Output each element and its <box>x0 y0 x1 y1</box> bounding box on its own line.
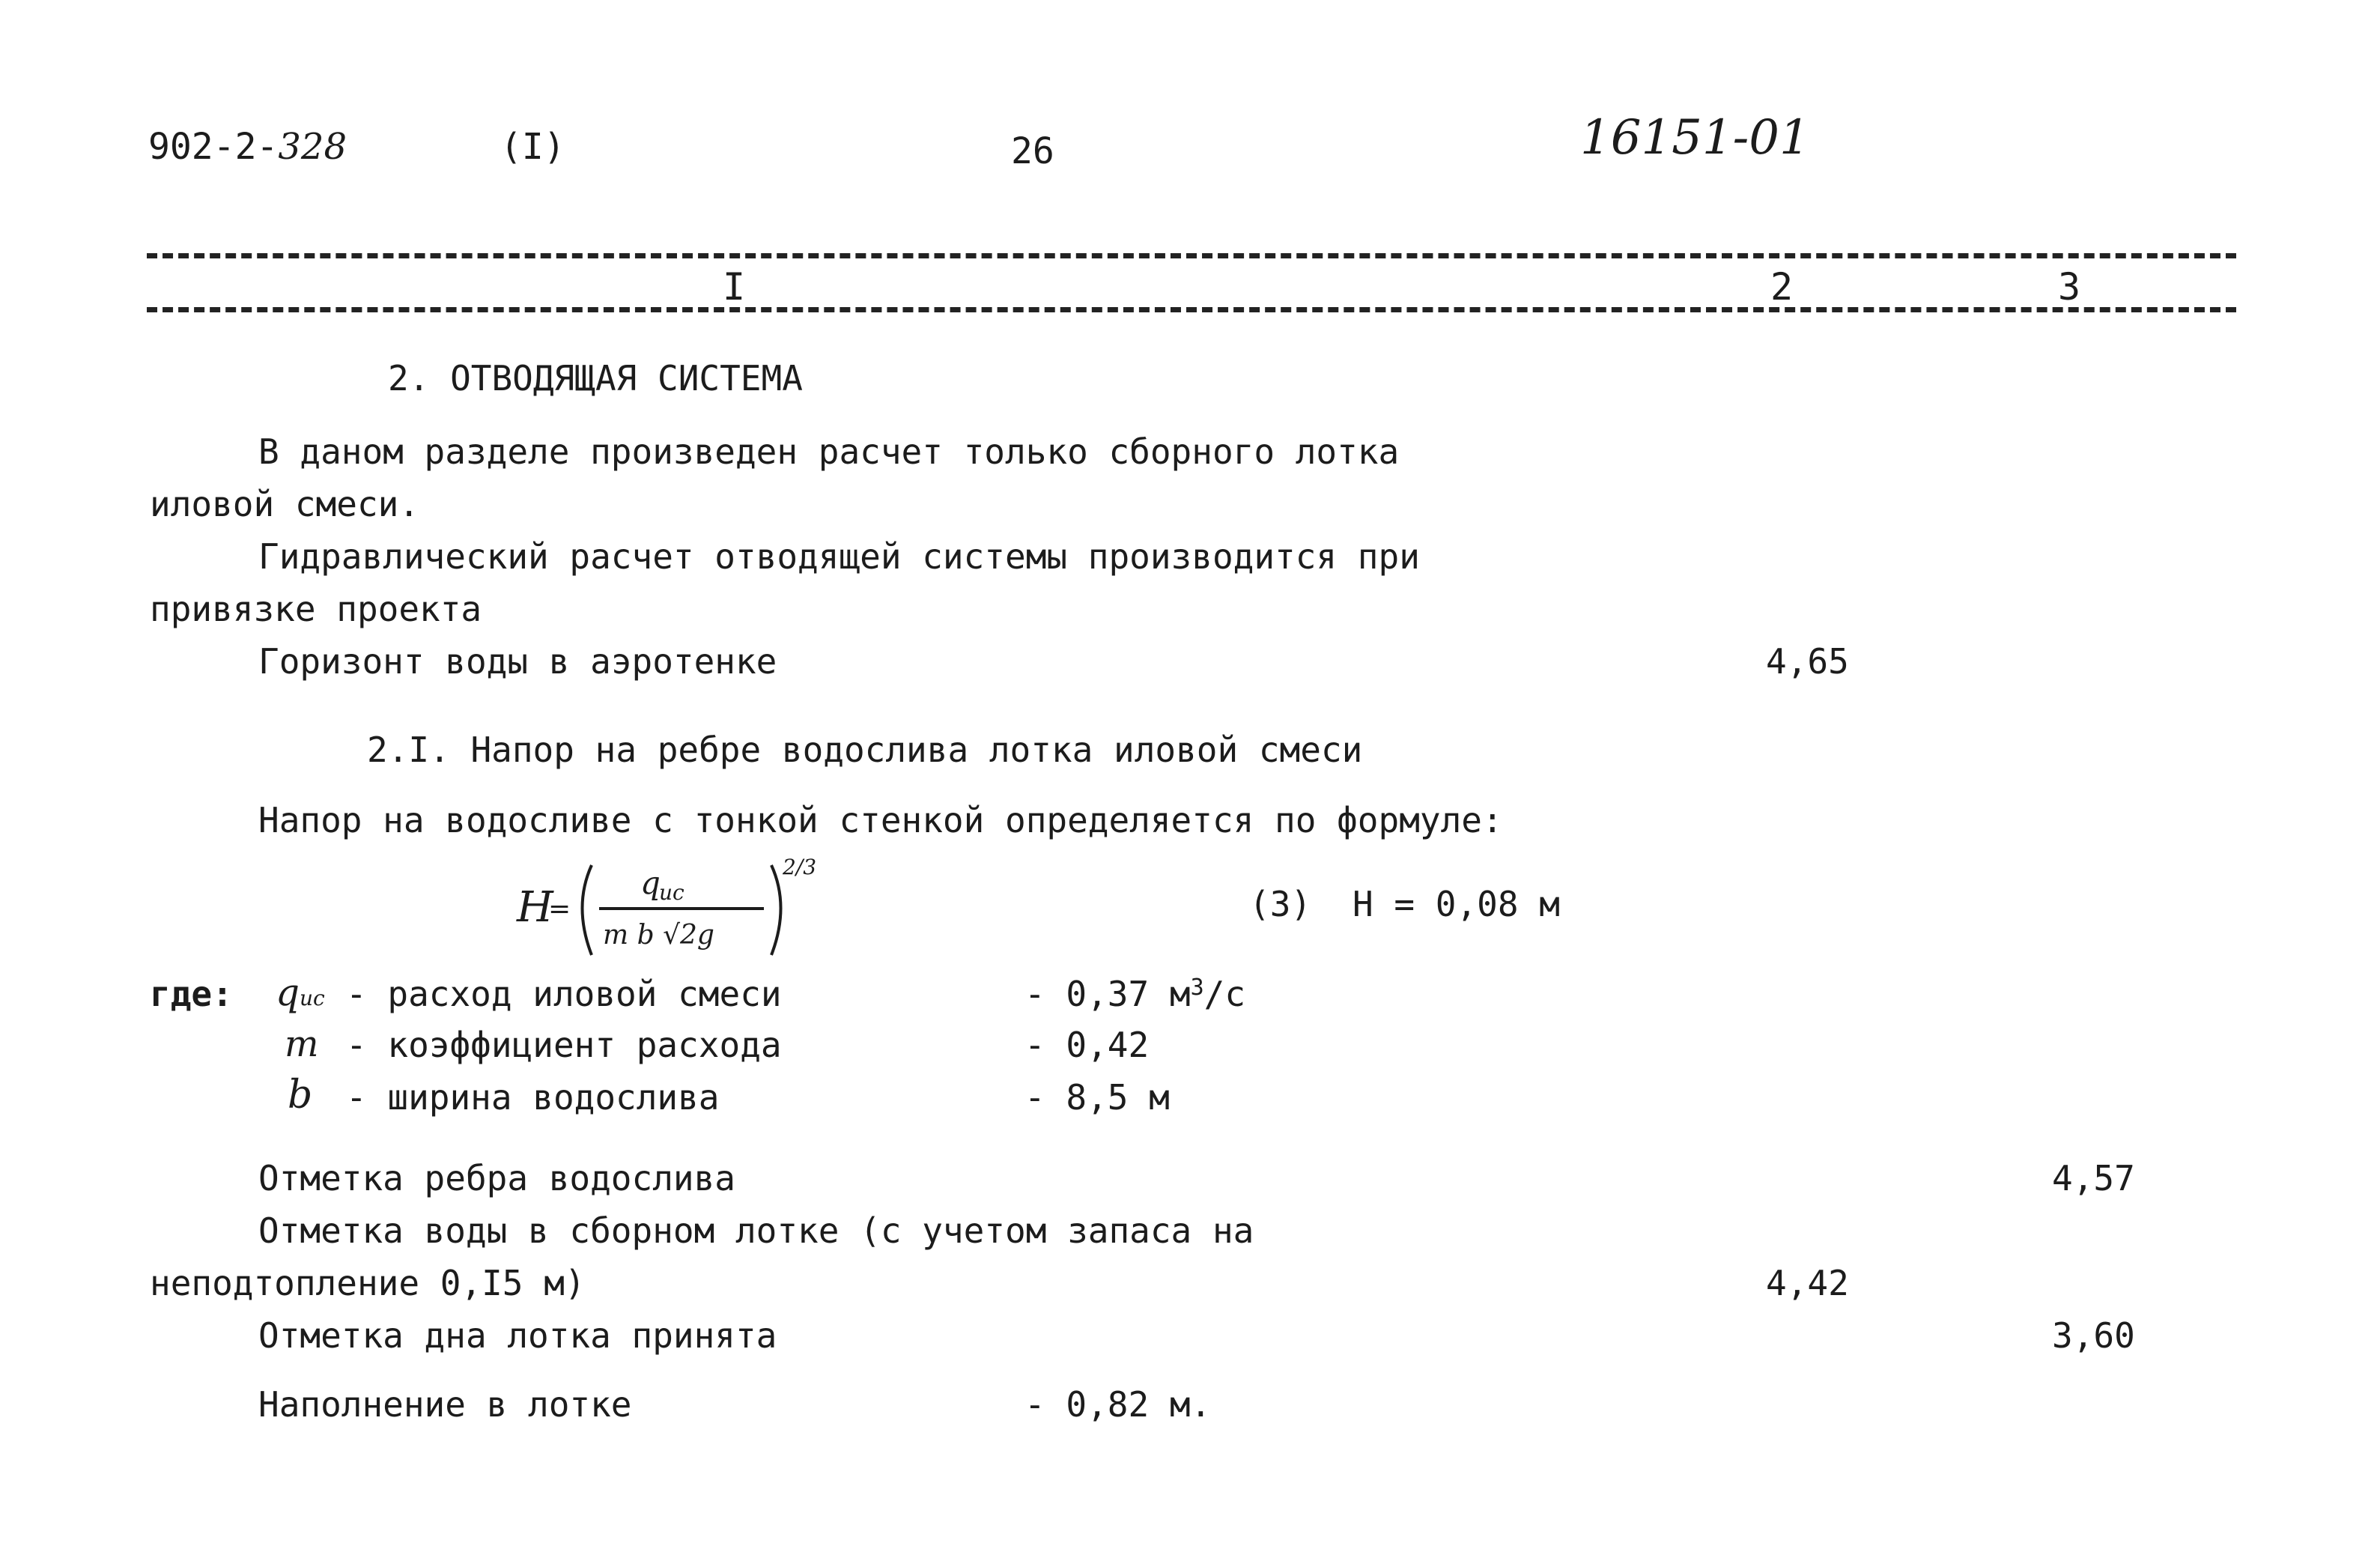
formula-result: H = 0,08 м <box>1353 884 1560 924</box>
variable-value-q: - 0,37 $м^3/с$ <box>1024 974 1246 1014</box>
water-elevation-label-line-1: Отметка воды в сборном лотке (с учетом запаса на <box>258 1210 1254 1251</box>
filling-label: Наполнение в лотке <box>258 1384 632 1425</box>
formula-equals: = <box>548 894 571 924</box>
subsection-title: 2.I. Напор на ребре водослива лотка иловой смеси <box>367 730 1363 770</box>
paragraph-2-line-1: Гидравлический расчет отводящей системы производится при <box>258 536 1420 577</box>
doc-code <box>148 126 347 168</box>
column-rule-top <box>147 253 2236 258</box>
formula-number: (3) <box>1249 884 1312 924</box>
column-number-3: 3 <box>2050 268 2088 306</box>
variable-symbol-m: m <box>285 1023 319 1065</box>
doc-code-handwritten: 328 <box>278 126 347 168</box>
bottom-elevation-value: 3,60 <box>2052 1315 2135 1356</box>
variable-symbol-b: b <box>288 1073 313 1118</box>
formula-intro: Напор на водосливе с тонкой стенкой определяется по формуле: <box>258 800 1503 840</box>
formula-denominator: m b √2g <box>603 920 714 951</box>
section-title: 2. ОТВОДЯЩАЯ СИСТЕМА <box>388 358 803 398</box>
paragraph-2-line-2: привязке проекта <box>150 589 482 629</box>
paragraph-1-line-2: иловой смеси. <box>150 484 420 524</box>
variable-description-m: - коэффициент расхода <box>346 1025 782 1065</box>
part-number: (I) <box>500 126 565 168</box>
formula-graphic <box>502 843 846 977</box>
head-formula <box>502 843 846 977</box>
column-rule-bottom <box>147 307 2236 312</box>
formula-exponent: 2/3 <box>783 855 817 879</box>
formula-numerator-subscript: ис <box>659 880 684 905</box>
horizon-value: 4,65 <box>1766 641 1849 682</box>
crest-elevation-label: Отметка ребра водослива <box>258 1158 735 1198</box>
water-elevation-label-line-2: неподтопление 0,I5 м) <box>150 1263 586 1303</box>
variable-value-b: - 8,5 м <box>1024 1077 1170 1118</box>
formula-right-paren <box>771 865 781 955</box>
page-number: 26 <box>1011 130 1054 172</box>
column-number-2: 2 <box>1763 268 1800 306</box>
variable-value-m: - 0,42 <box>1024 1025 1150 1065</box>
bottom-elevation-label: Отметка дна лотка принята <box>258 1315 777 1356</box>
crest-elevation-value: 4,57 <box>2052 1158 2135 1198</box>
formula-lhs: H <box>517 883 553 932</box>
doc-code-prefix: 902-2- <box>148 126 279 168</box>
formula-left-paren <box>583 865 592 955</box>
variable-description-q: - расход иловой смеси <box>346 974 782 1014</box>
variable-description-b: - ширина водослива <box>346 1077 720 1118</box>
water-elevation-value: 4,42 <box>1766 1263 1849 1303</box>
horizon-label: Горизонт воды в аэротенке <box>258 641 777 682</box>
filling-value: - 0,82 м. <box>1024 1384 1212 1425</box>
where-label: где: <box>150 974 233 1014</box>
sheet-code: 16151-01 <box>1580 110 1810 166</box>
formula-numerator: q <box>640 864 661 901</box>
paragraph-1-line-1: В даном разделе произведен расчет только сборного лотка <box>258 431 1400 472</box>
column-number-1: I <box>715 268 753 306</box>
variable-symbol-q: qис <box>276 971 325 1014</box>
